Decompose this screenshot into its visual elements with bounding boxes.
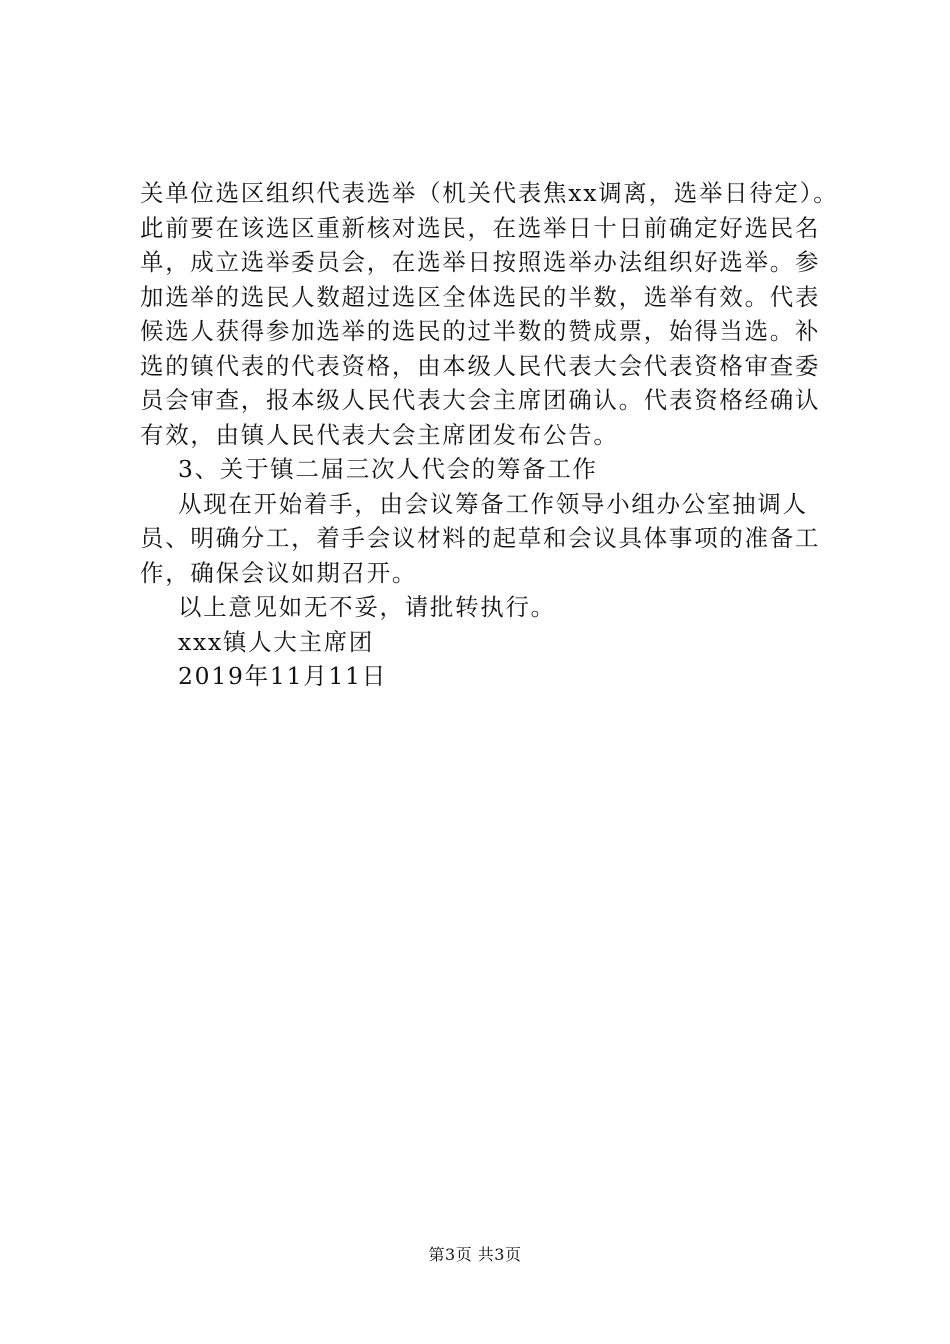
paragraph-line: 有效，由镇人民代表大会主席团发布公告。: [140, 420, 619, 449]
document-body: [140, 176, 839, 694]
section-heading: 3、关于镇二届三次人代会的筹备工作: [178, 455, 598, 483]
paragraph-line: 此前要在该选区重新核对选民，在选举日十日前确定好选民名: [140, 213, 821, 242]
paragraph-line: 员会审查，报本级人民代表大会主席团确认。代表资格经确认: [140, 386, 821, 414]
paragraph-line: 选的镇代表的代表资格，由本级人民代表大会代表资格审查委: [140, 351, 821, 380]
paragraph-line: 作，确保会议如期召开。: [140, 558, 418, 587]
paragraph-line: 员、明确分工，着手会议材料的起草和会议具体事项的准备工: [140, 524, 821, 552]
closing-request: 以上意见如无不妥，请批转执行。: [178, 593, 556, 621]
paragraph-line: 单，成立选举委员会，在选举日按照选举办法组织好选举。参: [140, 248, 821, 276]
signature-date: 2019年11月11日: [178, 662, 388, 690]
paragraph-line: 关单位选区组织代表选举（机关代表焦xx调离，选举日待定）。: [140, 179, 839, 207]
page-number-footer: 第3页 共3页: [428, 1245, 522, 1264]
paragraph-line: 候选人获得参加选举的选民的过半数的赞成票，始得当选。补: [140, 317, 821, 345]
paragraph-line: 加选举的选民人数超过选区全体选民的半数，选举有效。代表: [140, 282, 821, 311]
signature-organization: xxx镇人大主席团: [178, 627, 375, 656]
paragraph-line: 从现在开始着手，由会议筹备工作领导小组办公室抽调人: [178, 489, 808, 518]
